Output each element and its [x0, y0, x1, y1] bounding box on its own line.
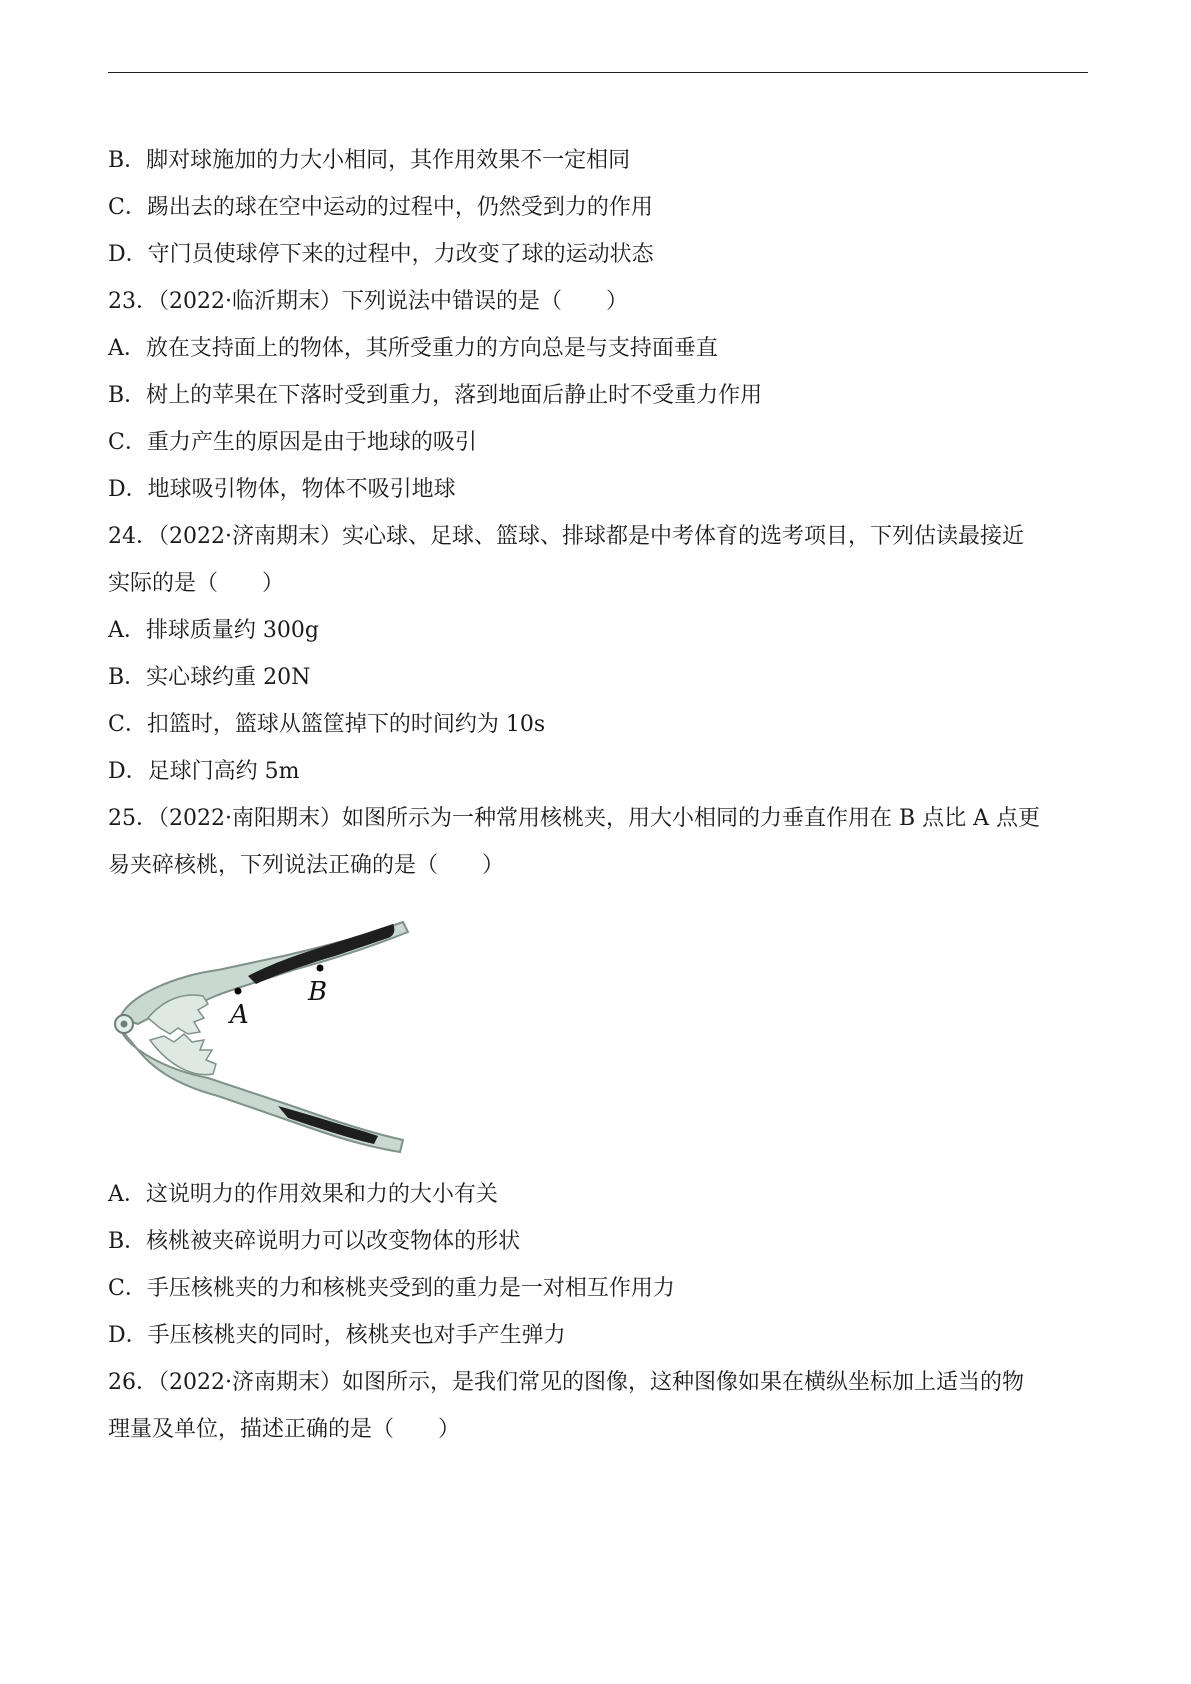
q24-option-d: D．足球门高约 5m — [108, 759, 300, 784]
q25-stem-line1: 25．（2022·南阳期末）如图所示为一种常用核桃夹，用大小相同的力垂直作用在 B 点比 A 点更 — [108, 806, 1041, 831]
nutcracker-figure — [108, 900, 428, 1160]
q23-option-c: C．重力产生的原因是由于地球的吸引 — [108, 430, 477, 455]
q25-option-a: A．这说明力的作用效果和力的大小有关 — [108, 1182, 498, 1207]
q23-option-a: A．放在支持面上的物体，其所受重力的方向总是与支持面垂直 — [108, 336, 718, 361]
q25-option-d: D．手压核桃夹的同时，核桃夹也对手产生弹力 — [108, 1323, 566, 1348]
q24-option-b: B．实心球约重 20N — [108, 665, 311, 690]
q22-option-c: C．踢出去的球在空中运动的过程中，仍然受到力的作用 — [108, 195, 653, 220]
nutcracker-lower-grip — [278, 1106, 378, 1144]
q23-stem: 23．（2022·临沂期末）下列说法中错误的是（ ） — [108, 289, 628, 314]
q25-option-c: C．手压核桃夹的力和核桃夹受到的重力是一对相互作用力 — [108, 1276, 675, 1301]
point-a-marker — [235, 988, 242, 995]
point-b-label: B — [308, 977, 328, 1007]
header-rule — [108, 72, 1088, 73]
q22-option-d: D．守门员使球停下来的过程中，力改变了球的运动状态 — [108, 242, 654, 267]
q25-stem-line2: 易夹碎核桃，下列说法正确的是（ ） — [108, 853, 505, 878]
point-a-label: A — [230, 1000, 249, 1030]
point-b-marker — [317, 965, 324, 972]
nutcracker-upper-grip — [248, 924, 394, 984]
q24-option-c: C．扣篮时，篮球从篮筐掉下的时间约为 10s — [108, 712, 546, 737]
q24-stem-line2: 实际的是（ ） — [108, 571, 285, 596]
q26-stem-line1: 26．（2022·济南期末）如图所示，是我们常见的图像，这种图像如果在横纵坐标加上适当的物 — [108, 1370, 1024, 1395]
q23-option-b: B．树上的苹果在下落时受到重力，落到地面后静止时不受重力作用 — [108, 383, 763, 408]
nutcracker-illustration — [108, 900, 428, 1160]
q23-option-d: D．地球吸引物体，物体不吸引地球 — [108, 477, 456, 502]
q24-option-a: A．排球质量约 300g — [108, 618, 319, 643]
q22-option-b: B．脚对球施加的力大小相同，其作用效果不一定相同 — [108, 148, 631, 173]
q25-option-b: B．核桃被夹碎说明力可以改变物体的形状 — [108, 1229, 521, 1254]
q24-stem-line1: 24．（2022·济南期末）实心球、足球、篮球、排球都是中考体育的选考项目，下列估读最接近 — [108, 524, 1024, 549]
q26-stem-line2: 理量及单位，描述正确的是（ ） — [108, 1417, 461, 1442]
